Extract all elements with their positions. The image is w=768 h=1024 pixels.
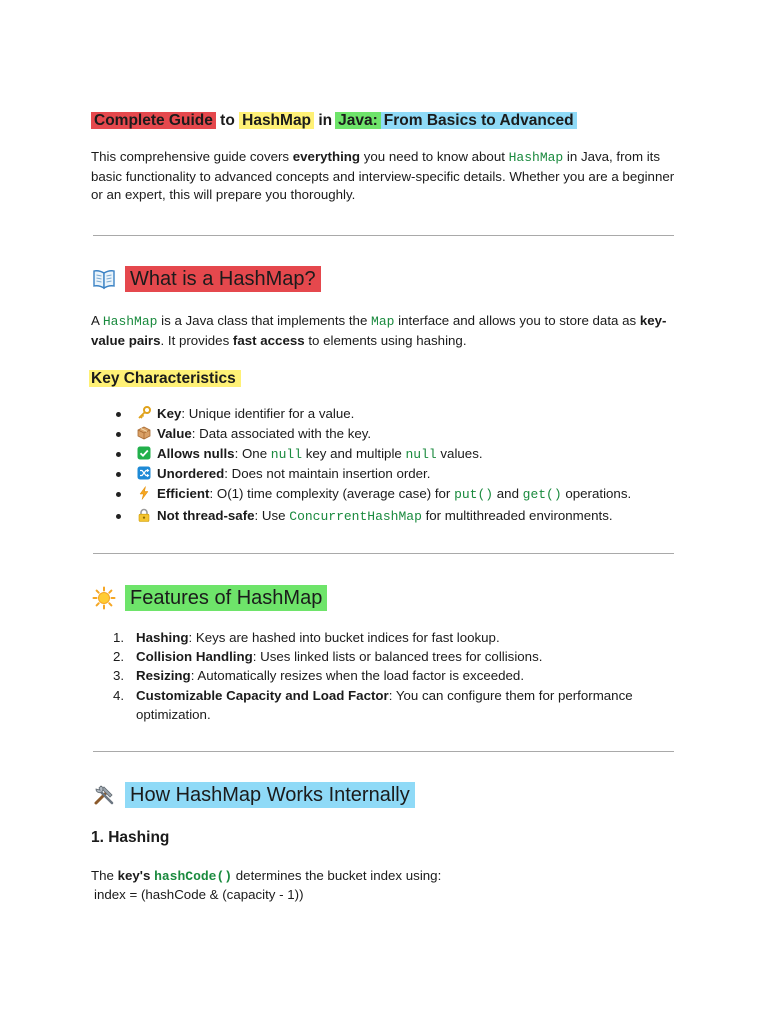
- title-part-to: to: [220, 112, 235, 129]
- item-text: values.: [436, 446, 483, 461]
- item-text: : Automatically resizes when the load factor is exceeded.: [190, 668, 525, 684]
- item-text: key and multiple: [302, 446, 406, 461]
- intro-text: in Java, from its basic functionality to advanced concepts and interview-specific details. Whether you are a beginner or an expert, this will prepare you thoroughly.: [91, 149, 675, 203]
- list-number: 3.: [113, 668, 125, 684]
- shuffle-icon: [137, 466, 151, 480]
- list-number: 2.: [113, 649, 125, 665]
- hashing-bold: key's: [117, 868, 151, 883]
- document-title: [91, 111, 577, 130]
- section-heading-features: [91, 585, 327, 611]
- item-text: : O(1) time complexity (average case) for: [209, 486, 455, 501]
- divider: [93, 751, 674, 752]
- section-heading-text: How HashMap Works Internally: [125, 782, 415, 808]
- what-text: A: [91, 313, 103, 328]
- item-label: Hashing: [136, 630, 189, 645]
- title-part-java: Java:: [335, 112, 381, 129]
- item-text: for multithreaded environments.: [421, 508, 613, 523]
- inline-code: ConcurrentHashMap: [289, 509, 422, 524]
- divider: [93, 235, 674, 236]
- subheading-hashing: 1. Hashing: [91, 829, 170, 846]
- bullet-dot: [116, 492, 121, 497]
- bullet-dot: [116, 472, 121, 477]
- section-heading-what: [91, 266, 321, 292]
- title-part-hashmap: HashMap: [239, 112, 314, 129]
- item-label: Unordered: [157, 466, 225, 481]
- list-item: [137, 444, 631, 464]
- hashing-paragraph: [91, 867, 681, 887]
- what-text: is a Java class that implements the: [157, 313, 372, 328]
- item-text: and: [493, 486, 523, 501]
- item-label: Customizable Capacity and Load Factor: [136, 687, 389, 703]
- key-characteristics-heading: [89, 368, 241, 389]
- inline-code: HashMap: [102, 314, 158, 329]
- sun-icon: [91, 585, 117, 611]
- item-label: Efficient: [157, 486, 210, 501]
- section-heading-internals: [91, 782, 415, 808]
- item-text: : Uses linked lists or balanced trees for collisions.: [252, 649, 543, 665]
- intro-paragraph: [91, 148, 681, 205]
- bullet-dot: [116, 452, 121, 457]
- tools-icon: [91, 782, 117, 808]
- subheading-text: Key Characteristics: [89, 370, 241, 387]
- item-text: : One: [234, 446, 271, 461]
- bullet-dot: [116, 514, 121, 519]
- inline-code: hashCode(): [154, 869, 233, 884]
- intro-bold: everything: [292, 149, 361, 164]
- hashing-text: determines the bucket index using:: [232, 868, 442, 883]
- inline-code: null: [270, 447, 303, 462]
- list-item: [113, 647, 676, 666]
- list-item: [137, 484, 631, 504]
- open-book-icon: [91, 266, 117, 292]
- package-icon: [137, 426, 151, 440]
- key-characteristics-list: [137, 404, 631, 526]
- item-label: Allows nulls: [157, 446, 235, 461]
- item-text: : Keys are hashed into bucket indices for fast lookup.: [188, 630, 500, 645]
- what-paragraph: [91, 312, 681, 350]
- hashing-text: The: [91, 868, 118, 883]
- item-label: Collision Handling: [136, 649, 253, 665]
- list-number: 4.: [113, 687, 125, 703]
- check-mark-icon: [137, 446, 151, 460]
- divider: [93, 553, 674, 554]
- intro-text: This comprehensive guide covers: [91, 149, 293, 164]
- section-heading-text: Features of HashMap: [125, 585, 327, 611]
- item-text: : You can configure them for performance optimization.: [136, 687, 633, 722]
- list-item: [113, 628, 676, 647]
- list-number: 1.: [113, 630, 125, 645]
- item-text: operations.: [561, 486, 632, 501]
- key-icon: [137, 406, 151, 420]
- what-bold: key-value pairs: [91, 313, 667, 348]
- bullet-dot: [116, 412, 121, 417]
- item-text: : Unique identifier for a value.: [181, 406, 355, 421]
- what-text: . It provides: [160, 332, 233, 348]
- title-part-basics: From Basics to Advanced: [381, 112, 577, 129]
- inline-code: get(): [522, 487, 562, 502]
- inline-code: Map: [371, 314, 395, 329]
- what-bold: fast access: [232, 332, 305, 348]
- lightning-icon: [137, 486, 151, 500]
- inline-code: null: [405, 447, 437, 462]
- intro-text: you need to know about: [360, 149, 509, 164]
- features-list: [113, 628, 676, 724]
- title-part-in: in: [318, 112, 333, 129]
- hashing-formula: index = (hashCode & (capacity - 1)): [94, 887, 304, 902]
- list-item: [113, 666, 676, 685]
- item-text: : Data associated with the key.: [191, 426, 372, 441]
- list-item: [137, 506, 631, 526]
- item-label: Not thread-safe: [157, 508, 255, 523]
- list-item: [113, 686, 676, 724]
- item-label: Value: [157, 426, 192, 441]
- lock-icon: [137, 508, 151, 522]
- what-text: interface and allows you to store data as: [394, 313, 640, 328]
- section-heading-text: What is a HashMap?: [125, 266, 321, 292]
- inline-code: HashMap: [508, 150, 564, 165]
- item-label: Key: [157, 406, 182, 421]
- list-item: [137, 424, 631, 444]
- inline-code: put(): [454, 487, 494, 502]
- item-text: : Use: [254, 508, 290, 523]
- list-item: [137, 464, 631, 484]
- item-text: : Does not maintain insertion order.: [224, 466, 431, 481]
- bullet-dot: [116, 432, 121, 437]
- item-label: Resizing: [136, 668, 191, 684]
- title-part-complete-guide: Complete Guide: [91, 112, 216, 129]
- what-text: to elements using hashing.: [304, 332, 467, 348]
- list-item: [137, 404, 631, 424]
